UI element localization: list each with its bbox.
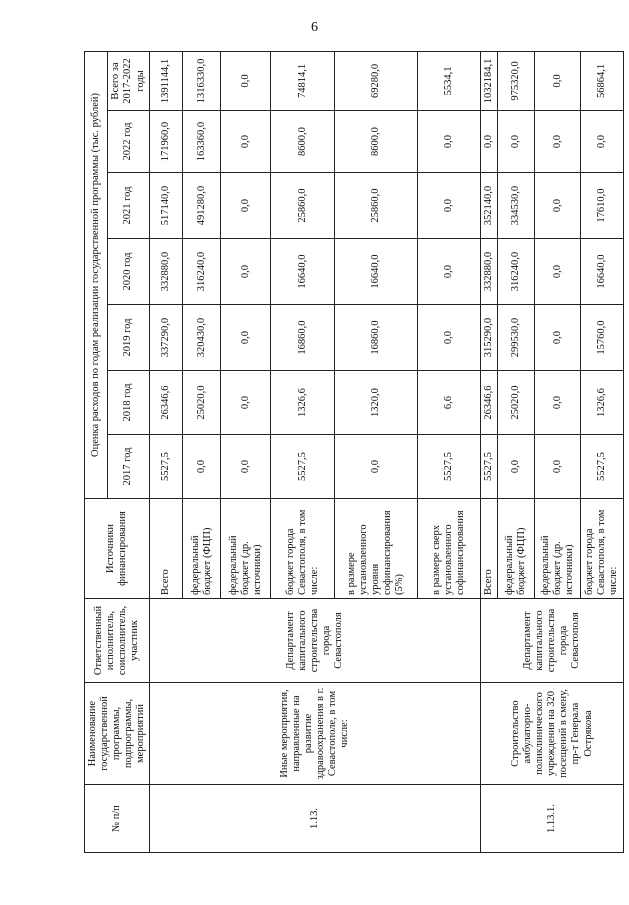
item-no: 1.13.1. xyxy=(481,785,624,853)
value-cell: 163360,0 xyxy=(183,111,221,173)
value-cell: 26346,6 xyxy=(150,371,183,435)
value-cell: 0,0 xyxy=(535,305,581,371)
total-cell: 74814,1 xyxy=(271,51,335,110)
year-2017-header: 2017 год xyxy=(107,435,150,499)
year-2020-header: 2020 год xyxy=(107,239,150,305)
source-cell: в размере сверх установленного софинансирования xyxy=(418,499,481,599)
value-cell: 26346,6 xyxy=(481,371,498,435)
item-name: Строительство амбулаторно-поликлинического учреждения на 320 посещений в смену, пр-т Генерала Острякова xyxy=(481,683,624,785)
budget-table xyxy=(84,51,624,853)
value-cell: 315290,0 xyxy=(481,305,498,371)
source-cell: федеральный бюджет (ФЦП) xyxy=(498,499,535,599)
total-cell: 69280,0 xyxy=(335,51,418,110)
header-row xyxy=(85,51,108,852)
source-cell: в размере установленного уровня софинансирования (5%) xyxy=(335,499,418,599)
value-cell: 5527,5 xyxy=(581,435,624,499)
source-cell: федеральный бюджет (ФЦП) xyxy=(183,499,221,599)
value-cell: 16640,0 xyxy=(581,239,624,305)
value-cell: 17610,0 xyxy=(581,173,624,239)
year-2018-header: 2018 год xyxy=(107,371,150,435)
table-row xyxy=(481,51,498,852)
source-cell: Всего xyxy=(150,499,183,599)
value-cell: 5527,5 xyxy=(418,435,481,499)
value-cell: 25020,0 xyxy=(183,371,221,435)
value-cell: 0,0 xyxy=(581,111,624,173)
year-2021-header: 2021 год xyxy=(107,173,150,239)
value-cell: 0,0 xyxy=(535,111,581,173)
value-cell: 0,0 xyxy=(418,305,481,371)
value-cell: 0,0 xyxy=(221,305,271,371)
value-cell: 517140,0 xyxy=(150,173,183,239)
header-estimate: Оценка расходов по годам реализации государственной программы (тыс. рублей) xyxy=(85,51,108,498)
total-cell: 1391144,1 xyxy=(150,51,183,110)
value-cell: 8600,0 xyxy=(335,111,418,173)
value-cell: 316240,0 xyxy=(498,239,535,305)
value-cell: 0,0 xyxy=(221,371,271,435)
value-cell: 0,0 xyxy=(535,239,581,305)
item-no: 1.13. xyxy=(150,785,481,853)
value-cell: 337290,0 xyxy=(150,305,183,371)
value-cell: 491280,0 xyxy=(183,173,221,239)
total-cell: 56864,1 xyxy=(581,51,624,110)
value-cell: 0,0 xyxy=(221,239,271,305)
value-cell: 15760,0 xyxy=(581,305,624,371)
value-cell: 332880,0 xyxy=(481,239,498,305)
total-cell: 1032184,1 xyxy=(481,51,498,110)
value-cell: 0,0 xyxy=(418,239,481,305)
source-cell: федеральный бюджет (др. источники) xyxy=(221,499,271,599)
header-name: Наименование государственной программы, подпрограммы, мероприятий xyxy=(85,683,150,785)
page-number: 6 xyxy=(311,20,318,35)
value-cell: 0,0 xyxy=(535,371,581,435)
header-executor: Ответственный исполнитель, соисполнитель, участник xyxy=(85,599,150,683)
value-cell: 334530,0 xyxy=(498,173,535,239)
year-2022-header: 2022 год xyxy=(107,111,150,173)
value-cell: 0,0 xyxy=(221,173,271,239)
value-cell: 316240,0 xyxy=(183,239,221,305)
total-cell: 1316330,0 xyxy=(183,51,221,110)
value-cell: 0,0 xyxy=(535,173,581,239)
value-cell: 0,0 xyxy=(221,435,271,499)
value-cell: 0,0 xyxy=(418,173,481,239)
total-cell: 5534,1 xyxy=(418,51,481,110)
total-cell: 0,0 xyxy=(535,51,581,110)
rotated-table xyxy=(84,58,620,853)
value-cell: 320430,0 xyxy=(183,305,221,371)
header-sources: Источники финансирования xyxy=(85,499,150,599)
value-cell: 0,0 xyxy=(481,111,498,173)
item-executor: Департамент капитального строительства города Севастополя xyxy=(481,599,624,683)
value-cell: 1326,6 xyxy=(271,371,335,435)
value-cell: 5527,5 xyxy=(481,435,498,499)
value-cell: 5527,5 xyxy=(271,435,335,499)
value-cell: 0,0 xyxy=(535,435,581,499)
item-name: Иные мероприятия, направленные на развитие здравоохранения в г. Севастополе, в том числе: xyxy=(150,683,481,785)
value-cell: 16860,0 xyxy=(335,305,418,371)
rotated-table-container xyxy=(84,58,620,853)
value-cell: 352140,0 xyxy=(481,173,498,239)
value-cell: 1326,6 xyxy=(581,371,624,435)
table-row xyxy=(150,51,183,852)
year-2019-header: 2019 год xyxy=(107,305,150,371)
value-cell: 171960,0 xyxy=(150,111,183,173)
source-cell: Всего xyxy=(481,499,498,599)
value-cell: 0,0 xyxy=(221,111,271,173)
value-cell: 0,0 xyxy=(498,111,535,173)
value-cell: 16860,0 xyxy=(271,305,335,371)
value-cell: 5527,5 xyxy=(150,435,183,499)
value-cell: 25020,0 xyxy=(498,371,535,435)
source-cell: бюджет города Севастополя, в том числе: xyxy=(581,499,624,599)
source-cell: федеральный бюджет (др. источники) xyxy=(535,499,581,599)
source-cell: бюджет города Севастополя, в том числе: xyxy=(271,499,335,599)
value-cell: 0,0 xyxy=(498,435,535,499)
value-cell: 299530,0 xyxy=(498,305,535,371)
value-cell: 25860,0 xyxy=(271,173,335,239)
value-cell: 0,0 xyxy=(418,111,481,173)
value-cell: 0,0 xyxy=(183,435,221,499)
total-cell: 0,0 xyxy=(221,51,271,110)
value-cell: 0,0 xyxy=(335,435,418,499)
value-cell: 16640,0 xyxy=(271,239,335,305)
value-cell: 332880,0 xyxy=(150,239,183,305)
value-cell: 16640,0 xyxy=(335,239,418,305)
header-no: № п/п xyxy=(85,785,150,853)
value-cell: 1320,0 xyxy=(335,371,418,435)
total-cell: 975320,0 xyxy=(498,51,535,110)
value-cell: 25860,0 xyxy=(335,173,418,239)
item-executor: Департамент капитального строительства города Севастополя xyxy=(150,599,481,683)
total-header: Всего за 2017-2022 годы xyxy=(107,51,150,110)
value-cell: 8600,0 xyxy=(271,111,335,173)
value-cell: 6,6 xyxy=(418,371,481,435)
